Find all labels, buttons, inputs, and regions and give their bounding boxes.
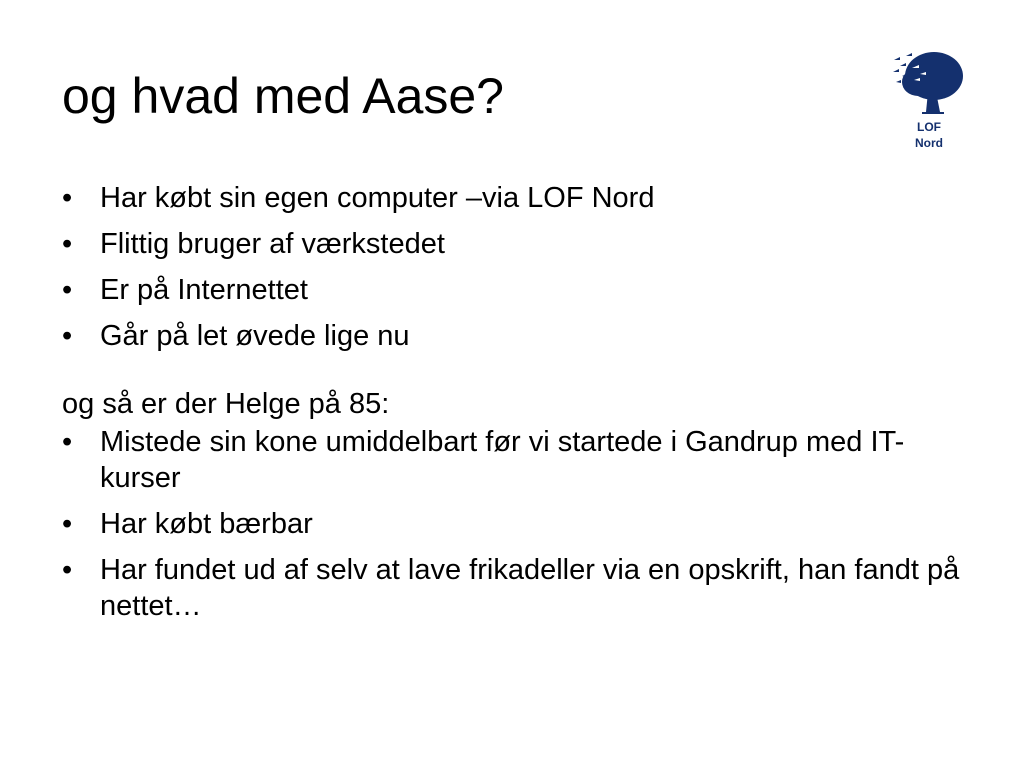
- helge-section: [62, 386, 972, 624]
- logo-text-lof: LOF: [917, 120, 941, 134]
- bullet-icon: •: [62, 426, 73, 458]
- helge-bullet-list: [62, 424, 972, 624]
- lof-nord-logo: [888, 46, 970, 156]
- bullet-icon: •: [62, 554, 73, 586]
- bullet-icon: •: [62, 508, 73, 540]
- bullet-text: Er på Internettet: [100, 274, 308, 306]
- bullet-text: Har købt bærbar: [100, 508, 313, 540]
- helge-intro: og så er der Helge på 85:: [62, 388, 390, 420]
- bullet-text: Mistede sin kone umiddelbart før vi startede i Gandrup med IT-kurser: [100, 426, 905, 494]
- tree-logo-icon: [888, 46, 970, 120]
- bullet-icon: •: [62, 228, 73, 260]
- list-item: [62, 552, 972, 624]
- list-item: [62, 506, 972, 542]
- list-item: [62, 424, 972, 496]
- logo-text-nord: Nord: [915, 136, 943, 150]
- slide-title: og hvad med Aase?: [62, 68, 504, 124]
- bullet-icon: •: [62, 182, 73, 214]
- aase-bullet-list: [62, 180, 972, 354]
- list-item: [62, 226, 972, 262]
- bullet-icon: •: [62, 320, 73, 352]
- bullet-text: Har købt sin egen computer –via LOF Nord: [100, 182, 655, 214]
- bullet-text: Flittig bruger af værkstedet: [100, 228, 445, 260]
- slide-body: [62, 180, 972, 634]
- bullet-text: Går på let øvede lige nu: [100, 320, 410, 352]
- bullet-text: Har fundet ud af selv at lave frikadeller via en opskrift, han fandt på nettet…: [100, 554, 960, 622]
- list-item: [62, 318, 972, 354]
- bullet-icon: •: [62, 274, 73, 306]
- list-item: [62, 272, 972, 308]
- list-item: [62, 180, 972, 216]
